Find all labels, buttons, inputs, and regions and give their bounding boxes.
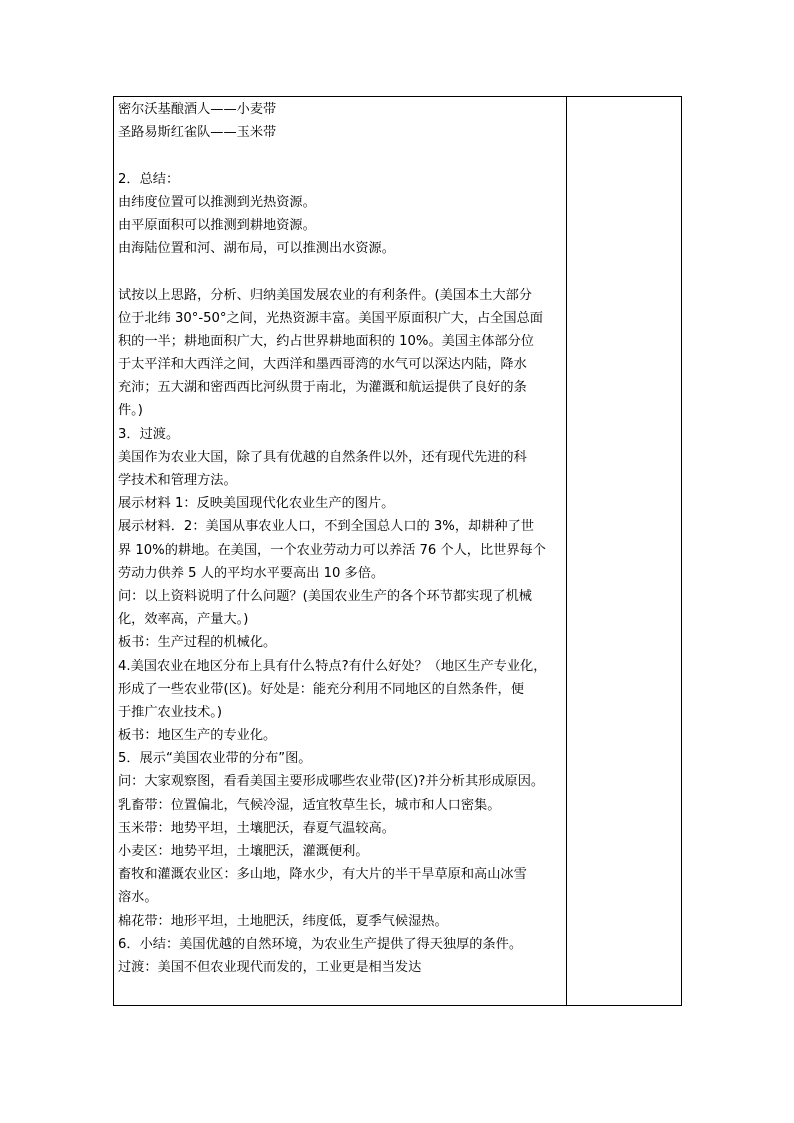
text-line: 问：大家观察图，看看美国主要形成哪些农业带(区)?并分析其形成原因。: [118, 774, 545, 790]
text-line: 2．总结：: [118, 171, 180, 187]
text-line: 由纬度位置可以推测到光热资源。: [118, 194, 316, 210]
column-divider: [566, 96, 567, 1006]
text-line: 畜牧和灌溉农业区：多山地，降水少，有大片的半干旱草原和高山冰雪: [118, 867, 527, 883]
text-line: 展示材料 1：反映美国现代化农业生产的图片。: [118, 496, 395, 512]
text-line: 形成了一些农业带(区)。好处是：能充分利用不同地区的自然条件，便: [118, 681, 524, 697]
text-line: 小麦区：地势平坦，土壤肥沃，灌溉便利。: [118, 844, 369, 859]
text-line: 积的一半；耕地面积广大，约占世界耕地面积的 10%。美国主体部分位: [118, 333, 534, 349]
text-line: 界 10%的耕地。在美国，一个农业劳动力可以养活 76 个人，比世界每个: [118, 542, 546, 558]
text-line: 于推广农业技术。): [118, 704, 223, 720]
text-line: 4.美国农业在地区分布上具有什么特点?有什么好处？（地区生产专业化，: [118, 658, 547, 674]
text-line: 由平原面积可以推测到耕地资源。: [118, 217, 316, 233]
text-line: 试按以上思路，分析、归纳美国发展农业的有利条件。(美国本土大部分: [118, 287, 532, 303]
text-line: 密尔沃基酿酒人——小麦带: [118, 102, 277, 117]
text-line: 溶水。: [118, 890, 158, 906]
text-line: 展示材料．2：美国从事农业人口，不到全国总人口的 3%，却耕种了世: [118, 519, 534, 535]
notes-cell: [568, 98, 680, 1002]
blank-line: [118, 260, 564, 283]
text-line: 棉花带：地形平坦，土地肥沃，纬度低，夏季气候湿热。: [118, 913, 448, 929]
text-line: 板书：生产过程的机械化。: [118, 635, 277, 651]
text-line: 圣路易斯红雀队——玉米带: [118, 125, 277, 141]
text-line: 5．展示“美国农业带的分布”图。: [118, 751, 312, 767]
text-line: 过渡：美国不但农业现代而发的，工业更是相当发达: [118, 959, 422, 975]
text-line: 玉米带：地势平坦，土壤肥沃，春夏气温较高。: [118, 820, 395, 836]
text-line: 件。): [118, 403, 143, 419]
text-line: 学技术和管理方法。: [118, 473, 237, 488]
text-line: 板书：地区生产的专业化。: [118, 728, 277, 744]
text-line: 乳畜带：位置偏北，气候冷湿，适宜牧草生长，城市和人口密集。: [118, 797, 501, 813]
blank-line: [118, 144, 564, 167]
text-line: 化，效率高，产量大。): [118, 612, 249, 628]
text-line: 位于北纬 30°-50°之间，光热资源丰富。美国平原面积广大，占全国总面: [118, 310, 543, 326]
text-line: 6．小结：美国优越的自然环境，为农业生产提供了得天独厚的条件。: [118, 936, 523, 952]
text-line: 由海陆位置和河、湖布局，可以推测出水资源。: [118, 241, 395, 257]
text-line: 于太平洋和大西洋之间，大西洋和墨西哥湾的水气可以深达内陆，降水: [118, 357, 527, 373]
lesson-content-cell: [118, 98, 564, 1002]
text-line: 问：以上资料说明了什么问题？(美国农业生产的各个环节都实现了机械: [118, 588, 532, 604]
text-line: 3．过渡。: [118, 426, 180, 442]
text-line: 劳动力供养 5 人的平均水平要高出 10 多倍。: [118, 565, 385, 581]
text-line: 充沛；五大湖和密西西比河纵贯于南北，为灌溉和航运提供了良好的条: [118, 380, 527, 396]
text-line: 美国作为农业大国，除了具有优越的自然条件以外，还有现代先进的科: [118, 449, 527, 465]
